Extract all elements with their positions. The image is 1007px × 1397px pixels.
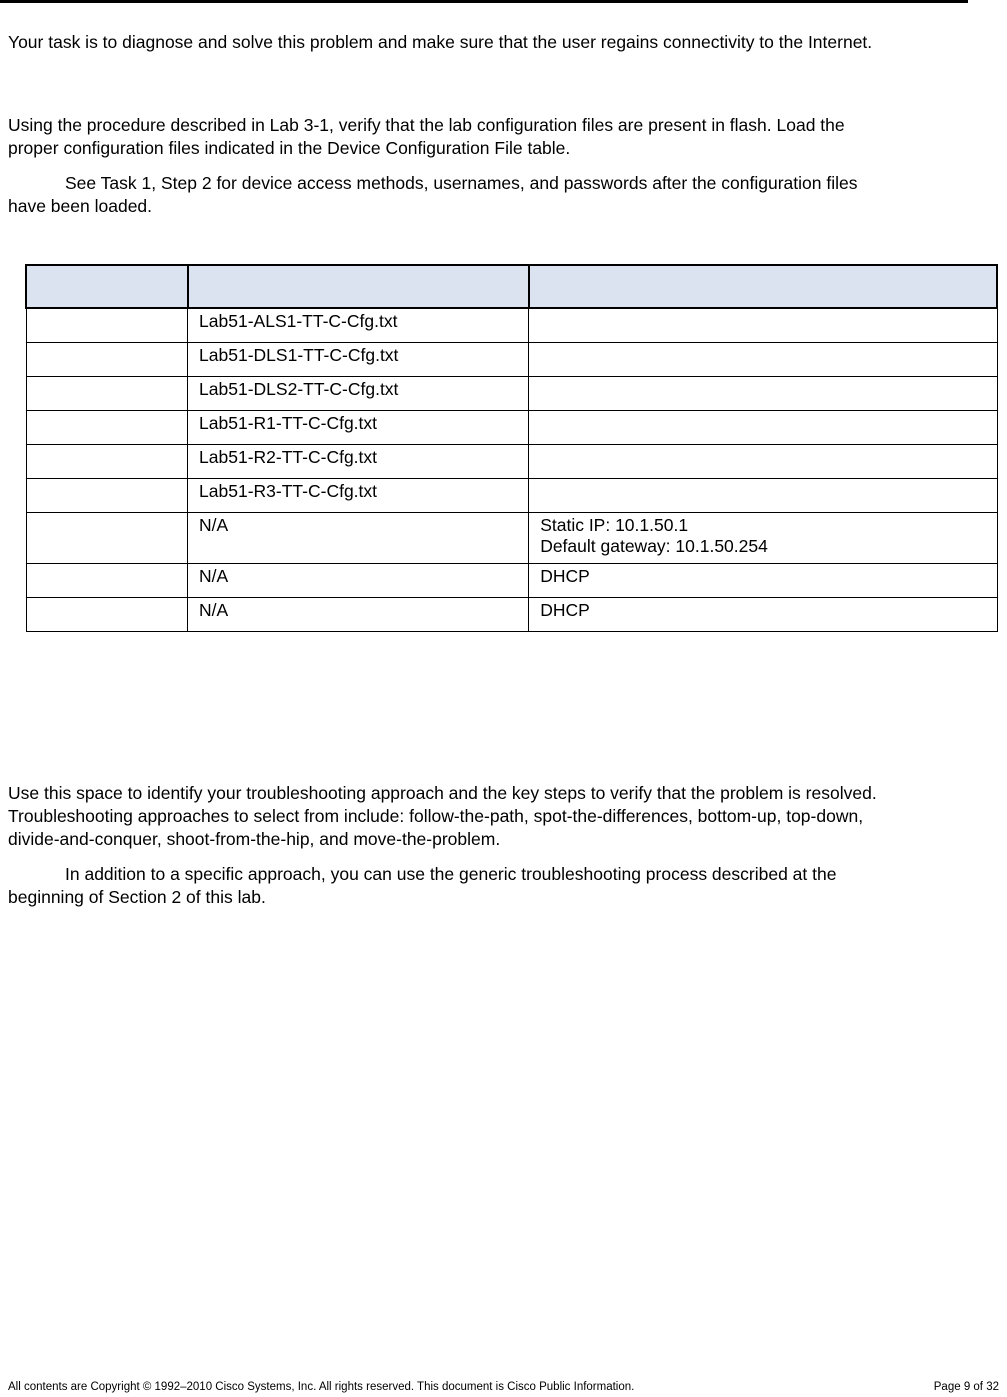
paragraph-line: have been loaded. [8,196,153,216]
spec-line: Default gateway: 10.1.50.254 [540,536,768,556]
config-file-cell: N/A [188,598,529,632]
access-paragraph [8,172,857,218]
device-cell [26,308,188,343]
footer-copyright: All contents are Copyright © 1992–2010 Cisco Systems, Inc. All rights reserved. This document is Cisco Public Information. [8,1381,635,1393]
paragraph-line: See Task 1, Step 2 for device access methods, usernames, and passwords after the configuration files [65,173,858,193]
device-cell [26,411,188,445]
generic-process-paragraph [8,863,836,909]
intro-text [8,31,872,54]
load-config-paragraph [8,114,845,160]
table-header-row [26,265,997,308]
spec-cell [529,411,997,445]
spec-cell [529,377,997,411]
approach-paragraph [8,782,877,851]
paragraph-line: beginning of Section 2 of this lab. [8,887,266,907]
paragraph-line: Use this space to identify your troubleshooting approach and the key steps to verify that the problem is resolved. [8,783,877,803]
spec-cell [529,445,997,479]
header-spec [529,265,997,308]
config-file-cell: N/A [188,513,529,564]
table-row [26,445,997,479]
table-row [26,564,997,598]
table-row [26,377,997,411]
table-row [26,411,997,445]
spec-cell: DHCP [529,564,997,598]
paragraph-line: divide-and-conquer, shoot-from-the-hip, and move-the-problem. [8,829,501,849]
intro-line: Your task is to diagnose and solve this problem and make sure that the user regains connectivity to the Internet. [8,32,873,52]
paragraph-line: proper configuration files indicated in the Device Configuration File table. [8,138,571,158]
config-file-cell: Lab51-ALS1-TT-C-Cfg.txt [188,308,529,343]
config-file-cell: Lab51-DLS1-TT-C-Cfg.txt [188,343,529,377]
device-cell [26,445,188,479]
config-file-cell: Lab51-DLS2-TT-C-Cfg.txt [188,377,529,411]
device-cell [26,479,188,513]
config-file-cell: Lab51-R3-TT-C-Cfg.txt [188,479,529,513]
spec-cell [529,308,997,343]
spec-cell [529,343,997,377]
device-cell [26,564,188,598]
paragraph-line: In addition to a specific approach, you can use the generic troubleshooting process described at the [65,864,837,884]
device-cell [26,598,188,632]
header-device [26,265,188,308]
device-config-table [25,264,998,632]
paragraph-line: Using the procedure described in Lab 3-1, verify that the lab configuration files are present in flash. Load the [8,115,845,135]
table-row [26,343,997,377]
spec-cell [529,479,997,513]
spec-cell: DHCP [529,598,997,632]
device-cell [26,377,188,411]
spec-line: Static IP: 10.1.50.1 [540,515,689,535]
paragraph-line: Troubleshooting approaches to select from include: follow-the-path, spot-the-differences, bottom-up, top-down, [8,806,864,826]
header-config-file [188,265,529,308]
device-cell [26,513,188,564]
config-file-cell: Lab51-R1-TT-C-Cfg.txt [188,411,529,445]
table-row [26,308,997,343]
table-row [26,598,997,632]
spec-cell [529,513,997,564]
table-row [26,479,997,513]
config-file-cell: N/A [188,564,529,598]
config-file-cell: Lab51-R2-TT-C-Cfg.txt [188,445,529,479]
top-rule [0,0,968,3]
footer-page-number: Page 9 of 32 [933,1381,999,1393]
table-row [26,513,997,564]
device-cell [26,343,188,377]
